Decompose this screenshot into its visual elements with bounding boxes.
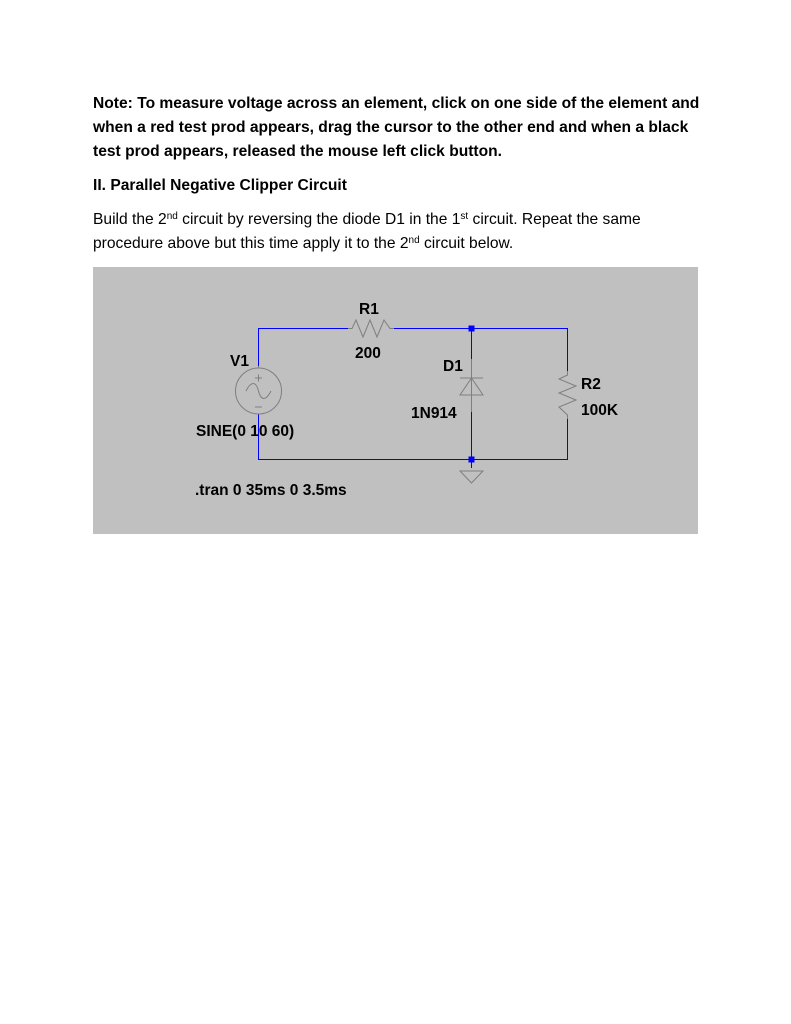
superscript-nd: nd (166, 211, 178, 222)
para-text-1: Build the 2 (93, 211, 167, 228)
para-text-3: circuit. Repeat the same procedure above but this time apply it to the 2 (93, 211, 641, 252)
junction-bottom (469, 457, 475, 463)
superscript-st: st (460, 211, 469, 222)
r1-value-label: 200 (355, 345, 381, 362)
note-label: Note: (93, 95, 133, 112)
wire-top-right (394, 329, 568, 372)
r1-resistor-icon[interactable] (348, 320, 394, 337)
section-heading: II. Parallel Negative Clipper Circuit (93, 177, 347, 194)
note-text: To measure voltage across an element, click on one side of the element and when a red test prod appears, drag the cursor to the other end and when a black test prod appears, released the mouse left click button. (93, 95, 700, 160)
ground-icon (460, 471, 483, 483)
para-text-2: circuit by reversing the diode D1 in the 1 (177, 211, 461, 228)
para-text-4: circuit below. (419, 235, 514, 252)
d1-model-label: 1N914 (411, 405, 457, 422)
r2-resistor-icon[interactable] (559, 371, 576, 419)
tran-directive-label: .tran 0 35ms 0 3.5ms (195, 482, 347, 499)
r2-name-label: R2 (581, 376, 601, 393)
instruction-paragraph (93, 208, 703, 256)
v1-name-label: V1 (230, 353, 249, 370)
d1-diode-icon[interactable] (460, 359, 483, 412)
wire-top-left (259, 329, 349, 367)
r1-name-label: R1 (359, 301, 379, 318)
circuit-schematic (93, 267, 698, 534)
superscript-nd-2: nd (408, 235, 420, 246)
note-paragraph (93, 92, 703, 164)
schematic-drawing (93, 267, 698, 534)
junction-top (469, 326, 475, 332)
r2-value-label: 100K (581, 402, 619, 419)
d1-name-label: D1 (443, 358, 463, 375)
v1-source-icon[interactable] (236, 366, 282, 414)
v1-value-label: SINE(0 10 60) (196, 423, 295, 440)
wires (259, 329, 568, 469)
